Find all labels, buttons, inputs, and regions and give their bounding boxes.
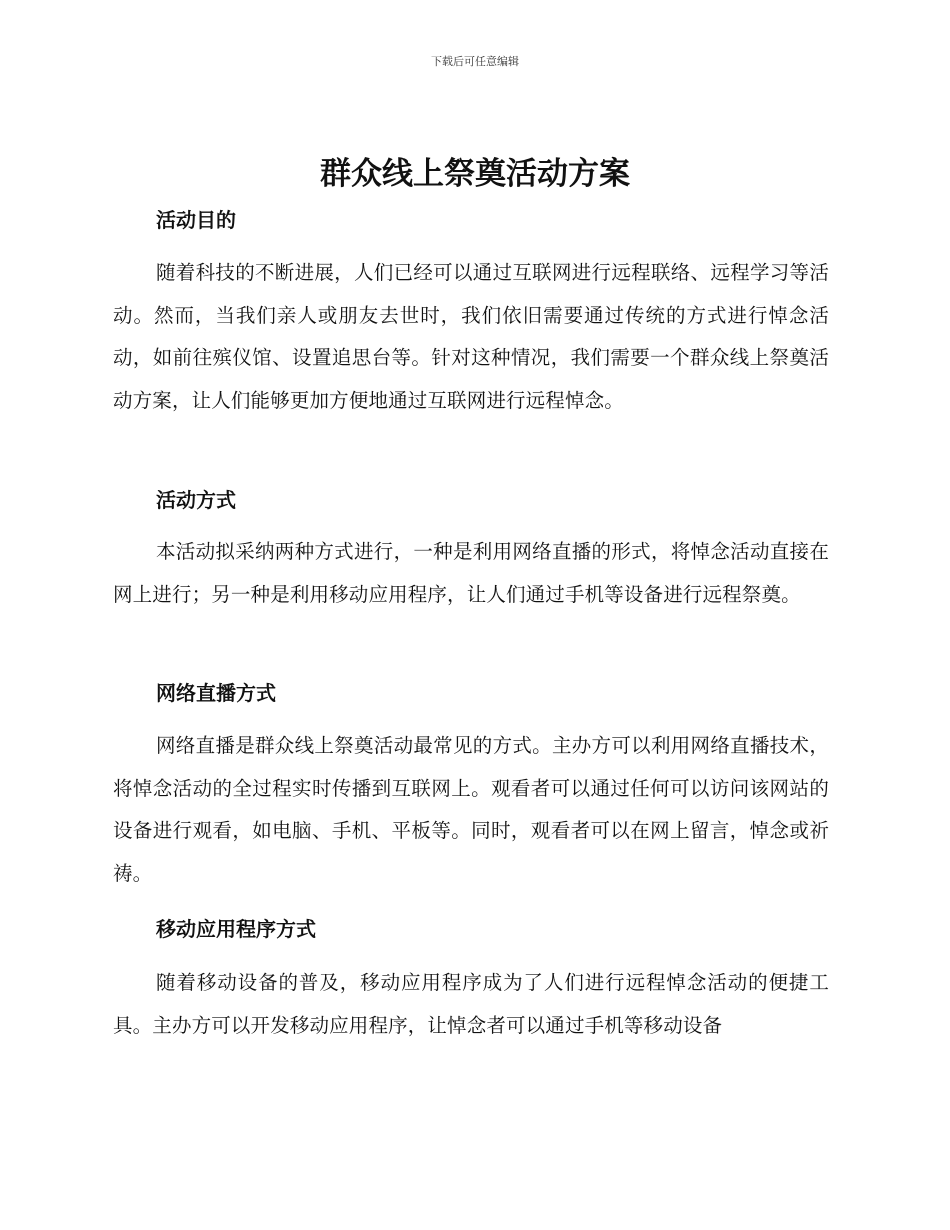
section-paragraph-method: 本活动拟采纳两种方式进行，一种是利用网络直播的形式，将悼念活动直接在网上进行；另一种是利用移动应用程序，让人们通过手机等设备进行远程祭奠。 — [113, 540, 829, 606]
section-paragraph-mobile-app: 随着移动设备的普及，移动应用程序成为了人们进行远程悼念活动的便捷工具。主办方可以开发移动应用程序，让悼念者可以通过手机等移动设备 — [113, 971, 829, 1037]
section-heading-purpose: 活动目的 — [156, 208, 236, 232]
document-title: 群众线上祭奠活动方案 — [320, 156, 630, 192]
section-heading-method: 活动方式 — [156, 488, 236, 512]
section-heading-livestream: 网络直播方式 — [156, 681, 276, 705]
section-heading-mobile-app: 移动应用程序方式 — [156, 917, 316, 941]
section-paragraph-purpose: 随着科技的不断进展，人们已经可以通过互联网进行远程联络、远程学习等活动。然而，当我们亲人或朋友去世时，我们依旧需要通过传统的方式进行悼念活动，如前往殡仪馆、设置追思台等。针对这种情况，我们需要一个群众线上祭奠活动方案，让人们能够更加方便地通过互联网进行远程悼念。 — [113, 261, 829, 412]
section-paragraph-livestream: 网络直播是群众线上祭奠活动最常见的方式。主办方可以利用网络直播技术，将悼念活动的全过程实时传播到互联网上。观看者可以通过任何可以访问该网站的设备进行观看，如电脑、手机、平板等。同时，观看者可以在网上留言，悼念或祈祷。 — [113, 734, 829, 885]
header-note: 下载后可任意编辑 — [431, 55, 519, 68]
